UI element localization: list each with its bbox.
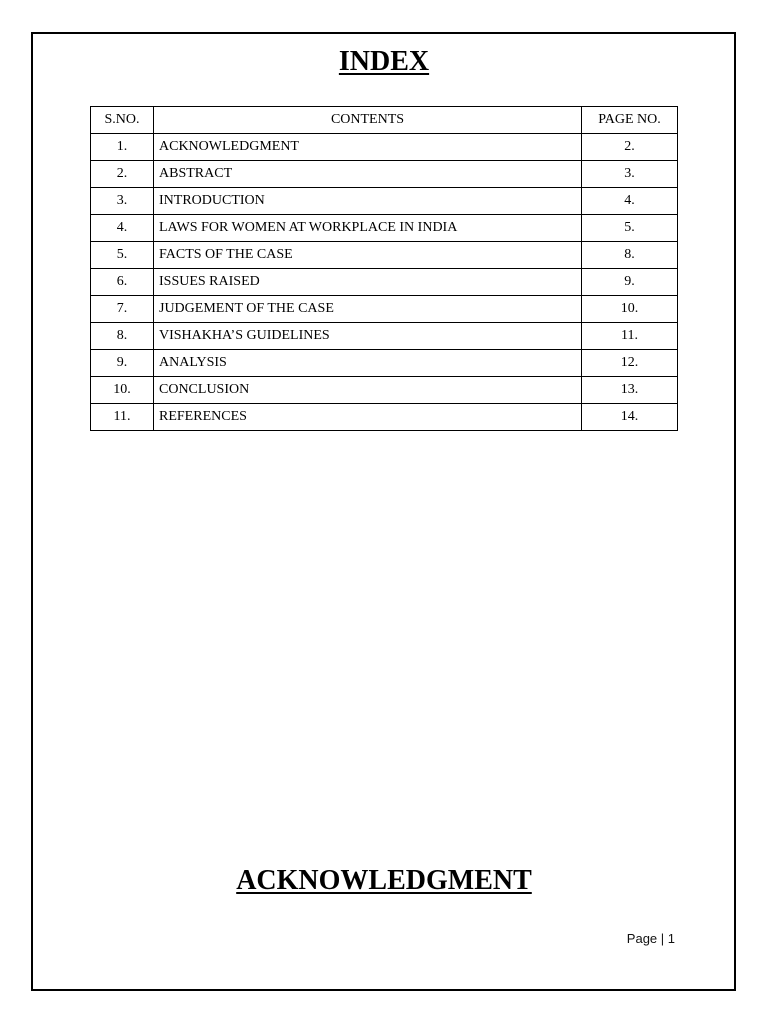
table-row [91, 269, 678, 296]
table-row [91, 188, 678, 215]
row-sno: 1. [91, 134, 154, 161]
index-title: INDEX [338, 46, 430, 77]
row-page-no: 13. [582, 377, 678, 404]
row-sno: 9. [91, 350, 154, 377]
header-contents: CONTENTS [154, 107, 582, 134]
index-table [90, 106, 678, 431]
table-row [91, 134, 678, 161]
row-contents: FACTS OF THE CASE [154, 242, 582, 269]
row-page-no: 2. [582, 134, 678, 161]
row-contents: ISSUES RAISED [154, 269, 582, 296]
row-sno: 4. [91, 215, 154, 242]
row-page-no: 4. [582, 188, 678, 215]
table-row [91, 296, 678, 323]
table-row [91, 323, 678, 350]
row-page-no: 5. [582, 215, 678, 242]
row-contents: VISHAKHA’S GUIDELINES [154, 323, 582, 350]
row-sno: 11. [91, 404, 154, 431]
row-page-no: 12. [582, 350, 678, 377]
row-page-no: 11. [582, 323, 678, 350]
row-sno: 2. [91, 161, 154, 188]
row-contents: LAWS FOR WOMEN AT WORKPLACE IN INDIA [154, 215, 582, 242]
index-table-body [91, 134, 678, 431]
row-contents: CONCLUSION [154, 377, 582, 404]
table-header-row [91, 107, 678, 134]
table-row [91, 215, 678, 242]
row-page-no: 8. [582, 242, 678, 269]
table-row [91, 350, 678, 377]
row-contents: REFERENCES [154, 404, 582, 431]
row-sno: 10. [91, 377, 154, 404]
acknowledgment-title: ACKNOWLEDGMENT [236, 865, 532, 896]
table-row [91, 161, 678, 188]
row-contents: ACKNOWLEDGMENT [154, 134, 582, 161]
row-contents: INTRODUCTION [154, 188, 582, 215]
row-sno: 5. [91, 242, 154, 269]
table-row [91, 404, 678, 431]
row-contents: ANALYSIS [154, 350, 582, 377]
table-row [91, 377, 678, 404]
row-contents: ABSTRACT [154, 161, 582, 188]
row-page-no: 3. [582, 161, 678, 188]
row-sno: 3. [91, 188, 154, 215]
row-page-no: 10. [582, 296, 678, 323]
row-sno: 7. [91, 296, 154, 323]
header-sno: S.NO. [91, 107, 154, 134]
header-page-no: PAGE NO. [582, 107, 678, 134]
page-number-footer: Page | 1 [626, 931, 675, 946]
row-sno: 6. [91, 269, 154, 296]
row-contents: JUDGEMENT OF THE CASE [154, 296, 582, 323]
row-page-no: 9. [582, 269, 678, 296]
row-sno: 8. [91, 323, 154, 350]
table-row [91, 242, 678, 269]
row-page-no: 14. [582, 404, 678, 431]
